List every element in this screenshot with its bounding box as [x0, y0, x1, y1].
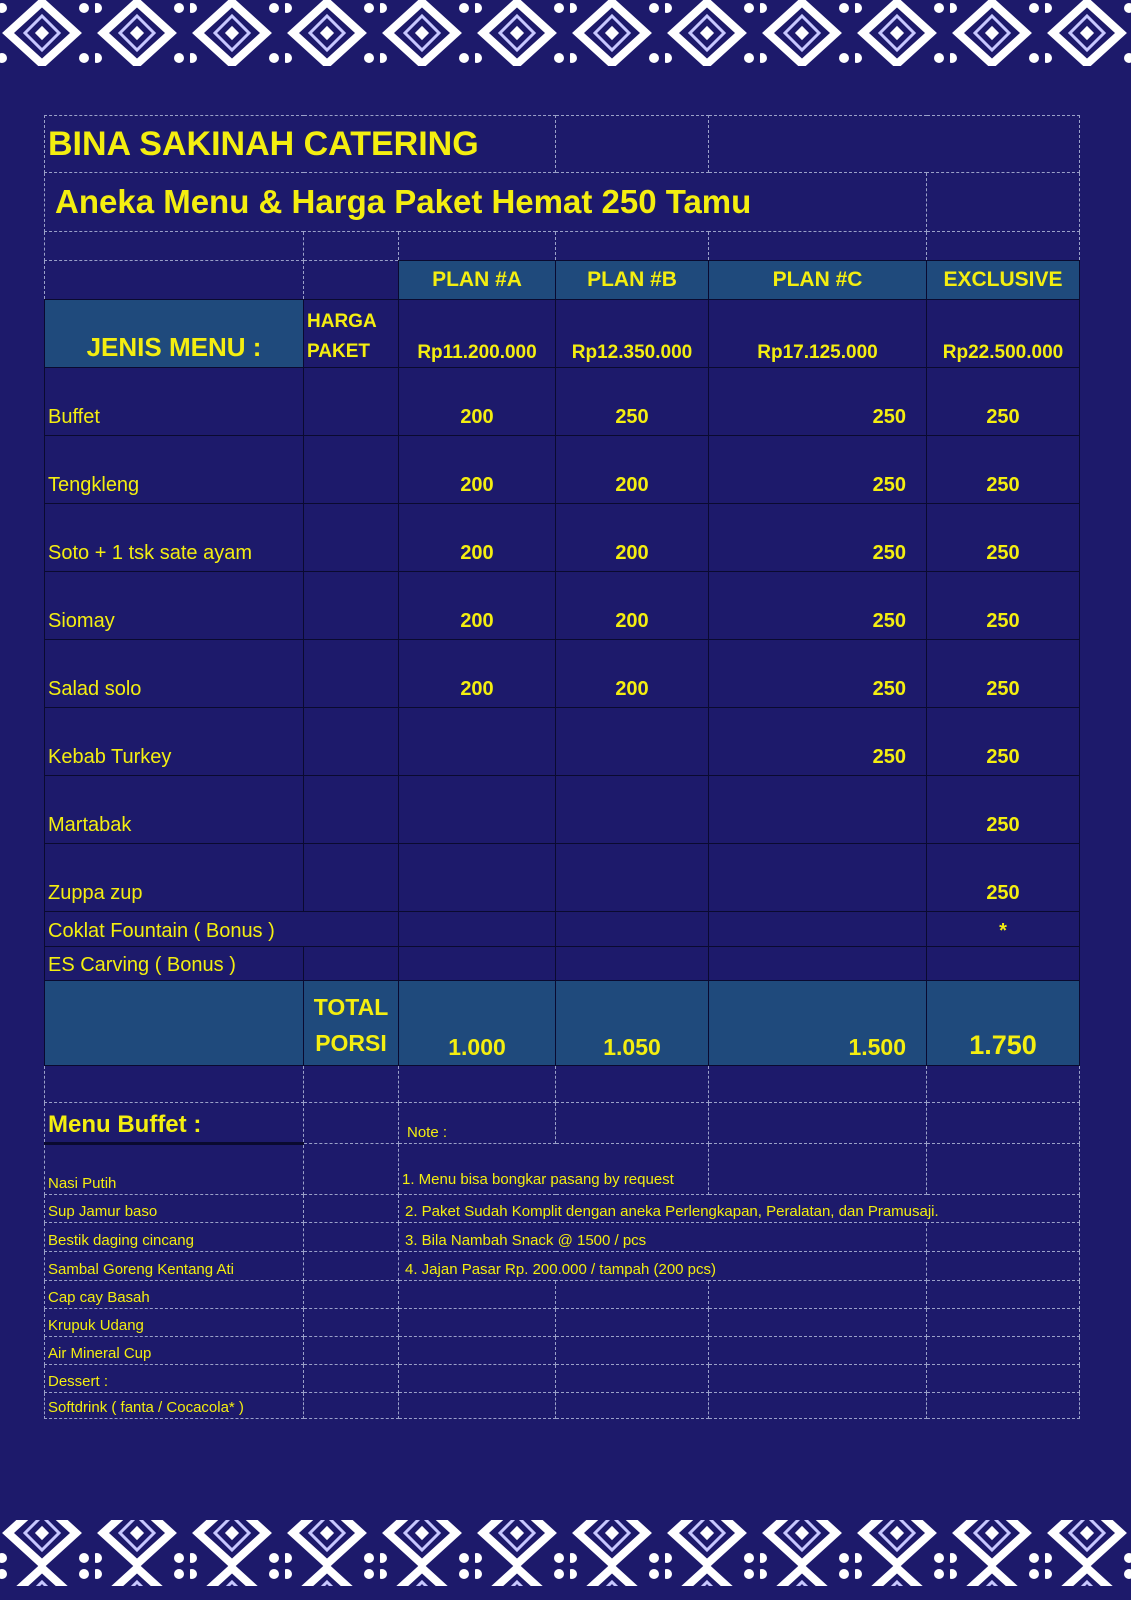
menu-item-name: Kebab Turkey — [45, 708, 304, 776]
table-cell — [304, 1281, 399, 1309]
price-plan-c: Rp17.125.000 — [709, 300, 927, 368]
table-row — [45, 912, 1080, 947]
table-row — [45, 1281, 1080, 1309]
buffet-item: Sup Jamur baso — [45, 1195, 304, 1223]
table-cell — [304, 1252, 399, 1281]
table-cell — [556, 1281, 709, 1309]
table-cell — [927, 1144, 1080, 1195]
buffet-item: Cap cay Basah — [45, 1281, 304, 1309]
table-cell — [709, 116, 1080, 173]
table-cell — [304, 1393, 399, 1419]
table-cell — [709, 1066, 927, 1103]
total-label-line: TOTAL — [313, 994, 389, 1020]
table-cell — [927, 1223, 1080, 1252]
table-cell — [304, 1309, 399, 1337]
table-cell — [399, 1393, 556, 1419]
exclusive-header: EXCLUSIVE — [927, 261, 1080, 300]
table-row — [45, 708, 1080, 776]
table-row — [45, 1309, 1080, 1337]
total-value: 1.000 — [399, 981, 556, 1066]
table-cell — [304, 1365, 399, 1393]
portion-value — [399, 844, 556, 912]
table-row — [45, 504, 1080, 572]
plan-c-header: PLAN #C — [709, 261, 927, 300]
buffet-item: Krupuk Udang — [45, 1309, 304, 1337]
portion-value — [556, 776, 709, 844]
table-cell — [556, 1393, 709, 1419]
portion-value — [399, 776, 556, 844]
table-cell — [556, 1103, 709, 1144]
table-cell — [709, 1144, 927, 1195]
portion-value: 200 — [399, 572, 556, 640]
total-porsi-label — [304, 981, 399, 1066]
table-cell — [304, 261, 399, 300]
bonus-value — [399, 947, 556, 981]
bonus-value — [709, 947, 927, 981]
portion-value: 250 — [927, 708, 1080, 776]
portion-value: 250 — [927, 368, 1080, 436]
table-cell — [556, 116, 709, 173]
portion-value: 200 — [556, 504, 709, 572]
menu-item-name: Martabak — [45, 776, 304, 844]
bonus-value: * — [927, 912, 1080, 947]
table-cell — [927, 232, 1080, 261]
table-cell — [556, 1066, 709, 1103]
table-row — [45, 368, 1080, 436]
table-cell — [304, 947, 399, 981]
total-value: 1.500 — [709, 981, 927, 1066]
table-cell — [399, 1281, 556, 1309]
harga-label: HARGA — [307, 311, 377, 332]
total-label-line: PORSI — [315, 1030, 387, 1056]
table-cell — [304, 232, 399, 261]
portion-value: 250 — [556, 368, 709, 436]
portion-value: 250 — [927, 436, 1080, 504]
table-cell — [556, 1309, 709, 1337]
harga-cell — [304, 844, 399, 912]
portion-value: 250 — [709, 640, 927, 708]
harga-cell — [304, 708, 399, 776]
total-blank — [45, 981, 304, 1066]
bonus-item-name: Coklat Fountain ( Bonus ) — [45, 912, 399, 947]
portion-value: 250 — [709, 708, 927, 776]
price-plan-a: Rp11.200.000 — [399, 300, 556, 368]
table-row — [45, 572, 1080, 640]
table-cell — [556, 1365, 709, 1393]
table-row — [45, 981, 1080, 1066]
table-cell — [304, 1337, 399, 1365]
table-row — [45, 947, 1080, 981]
table-cell — [927, 1103, 1080, 1144]
plan-a-header: PLAN #A — [399, 261, 556, 300]
portion-value — [399, 708, 556, 776]
harga-cell — [304, 504, 399, 572]
bonus-value — [927, 947, 1080, 981]
table-row — [45, 844, 1080, 912]
table-cell — [399, 232, 556, 261]
table-cell — [399, 1337, 556, 1365]
page-subtitle: Aneka Menu & Harga Paket Hemat 250 Tamu — [45, 173, 927, 232]
harga-cell — [304, 572, 399, 640]
buffet-item: Bestik daging cincang — [45, 1223, 304, 1252]
portion-value — [709, 844, 927, 912]
table-cell — [709, 1309, 927, 1337]
table-cell — [927, 1281, 1080, 1309]
table-cell — [399, 1066, 556, 1103]
note-item: 4. Jajan Pasar Rp. 200.000 / tampah (200 pcs) — [399, 1252, 927, 1281]
portion-value: 200 — [556, 436, 709, 504]
portion-value: 250 — [709, 572, 927, 640]
table-row — [45, 1252, 1080, 1281]
buffet-item: Dessert : — [45, 1365, 304, 1393]
decorative-border-top — [0, 0, 1131, 66]
table-cell — [709, 1281, 927, 1309]
menu-buffet-label: Menu Buffet : — [45, 1103, 304, 1144]
bonus-value — [399, 912, 556, 947]
table-cell — [927, 1337, 1080, 1365]
portion-value: 200 — [556, 572, 709, 640]
table-cell — [709, 1337, 927, 1365]
table-row — [45, 1144, 1080, 1195]
harga-cell — [304, 640, 399, 708]
table-cell — [304, 1103, 399, 1144]
table-cell — [45, 1066, 304, 1103]
note-item: 1. Menu bisa bongkar pasang by request — [399, 1144, 709, 1195]
harga-cell — [304, 436, 399, 504]
portion-value: 250 — [927, 776, 1080, 844]
table-cell — [45, 261, 304, 300]
portion-value: 250 — [927, 504, 1080, 572]
table-cell — [927, 1066, 1080, 1103]
price-plan-b: Rp12.350.000 — [556, 300, 709, 368]
portion-value: 250 — [709, 436, 927, 504]
note-label: Note : — [399, 1103, 556, 1144]
portion-value — [556, 844, 709, 912]
decorative-border-bottom — [0, 1500, 1131, 1600]
table-row — [45, 1103, 1080, 1144]
jenis-menu-label: JENIS MENU : — [45, 300, 304, 368]
table-row — [45, 1393, 1080, 1419]
table-cell — [927, 1252, 1080, 1281]
table-row — [45, 776, 1080, 844]
table-cell — [304, 1195, 399, 1223]
note-item: 3. Bila Nambah Snack @ 1500 / pcs — [399, 1223, 927, 1252]
portion-value — [709, 776, 927, 844]
portion-value: 250 — [709, 504, 927, 572]
bonus-item-name: ES Carving ( Bonus ) — [45, 947, 304, 981]
portion-value: 200 — [399, 436, 556, 504]
menu-item-name: Salad solo — [45, 640, 304, 708]
table-cell — [709, 1103, 927, 1144]
table-cell — [45, 232, 304, 261]
table-row — [45, 1365, 1080, 1393]
total-value: 1.050 — [556, 981, 709, 1066]
note-item: 2. Paket Sudah Komplit dengan aneka Perlengkapan, Peralatan, dan Pramusaji. — [399, 1195, 1080, 1223]
plan-b-header: PLAN #B — [556, 261, 709, 300]
table-row — [45, 1066, 1080, 1103]
table-cell — [927, 1365, 1080, 1393]
table-row — [45, 1195, 1080, 1223]
buffet-item: Softdrink ( fanta / Cocacola* ) — [45, 1393, 304, 1419]
total-value: 1.750 — [927, 981, 1080, 1066]
menu-item-name: Siomay — [45, 572, 304, 640]
menu-item-name: Soto + 1 tsk sate ayam — [45, 504, 304, 572]
harga-paket-label — [304, 300, 399, 368]
price-list-table — [44, 115, 1080, 1419]
table-cell — [927, 1309, 1080, 1337]
table-cell — [304, 1223, 399, 1252]
menu-item-name: Tengkleng — [45, 436, 304, 504]
buffet-item: Nasi Putih — [45, 1144, 304, 1195]
table-cell — [709, 1393, 927, 1419]
bonus-value — [556, 912, 709, 947]
price-exclusive: Rp22.500.000 — [927, 300, 1080, 368]
portion-value: 250 — [927, 572, 1080, 640]
portion-value: 200 — [556, 640, 709, 708]
table-cell — [927, 173, 1080, 232]
portion-value: 200 — [399, 640, 556, 708]
bonus-value — [556, 947, 709, 981]
table-row — [45, 436, 1080, 504]
portion-value: 200 — [399, 368, 556, 436]
portion-value: 250 — [927, 640, 1080, 708]
harga-cell — [304, 776, 399, 844]
table-cell — [304, 1144, 399, 1195]
buffet-item: Sambal Goreng Kentang Ati — [45, 1252, 304, 1281]
buffet-item: Air Mineral Cup — [45, 1337, 304, 1365]
table-cell — [304, 1066, 399, 1103]
table-row — [45, 1223, 1080, 1252]
portion-value: 250 — [709, 368, 927, 436]
paket-label: PAKET — [307, 341, 370, 362]
menu-item-name: Zuppa zup — [45, 844, 304, 912]
table-cell — [709, 232, 927, 261]
table-cell — [556, 232, 709, 261]
table-row — [45, 1337, 1080, 1365]
table-row — [45, 640, 1080, 708]
portion-value: 250 — [927, 844, 1080, 912]
table-cell — [927, 1393, 1080, 1419]
harga-cell — [304, 368, 399, 436]
company-title: BINA SAKINAH CATERING — [45, 116, 556, 173]
portion-value — [556, 708, 709, 776]
portion-value: 200 — [399, 504, 556, 572]
menu-item-name: Buffet — [45, 368, 304, 436]
table-cell — [556, 1337, 709, 1365]
table-cell — [709, 1365, 927, 1393]
table-cell — [399, 1365, 556, 1393]
table-cell — [399, 1309, 556, 1337]
bonus-value — [709, 912, 927, 947]
